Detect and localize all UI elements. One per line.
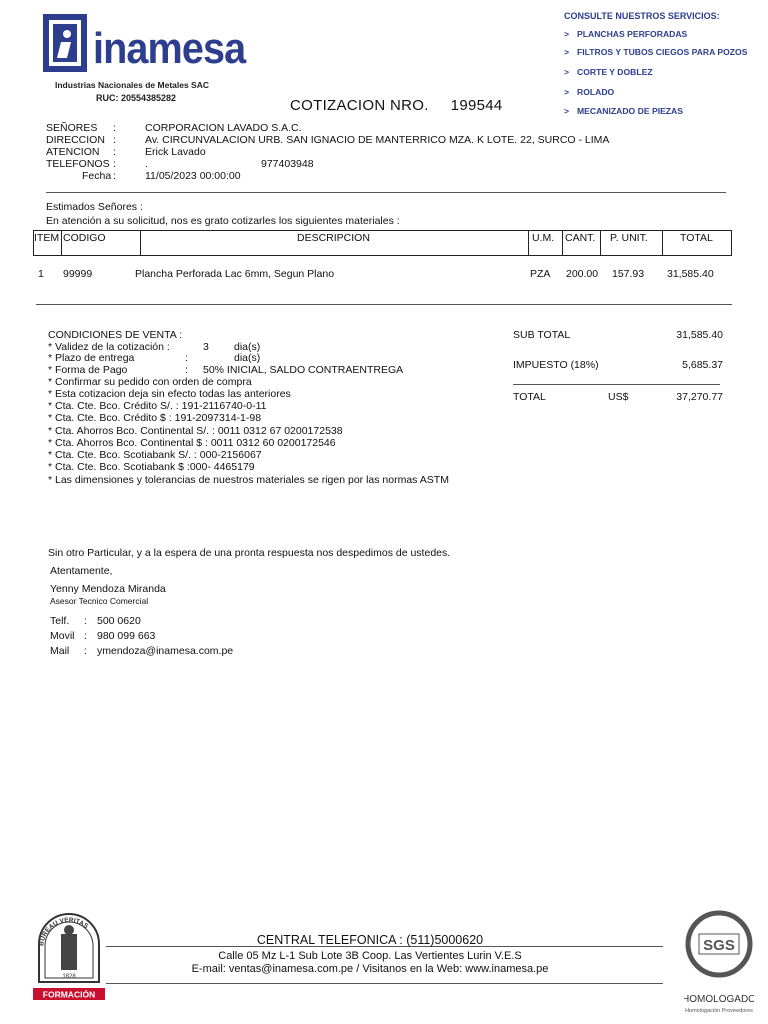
service-item: > CORTE Y DOBLEZ — [564, 67, 653, 77]
row-um: PZA — [530, 268, 551, 280]
quote-number: 199544 — [450, 97, 503, 114]
condition-validez-value: 3 — [203, 341, 209, 353]
arrow-icon: > — [564, 106, 570, 116]
arrow-icon: > — [564, 29, 570, 39]
condition-line: * Cta. Cte. Bco. Scotiabank S/. : 000-2156067 — [48, 449, 262, 461]
row-item: 1 — [38, 268, 44, 280]
senores-label: SEÑORES — [46, 122, 98, 134]
homologacion-label: Homologación Proveedores — [685, 1008, 753, 1014]
fecha-label: Fecha — [82, 170, 112, 182]
footer-web: E-mail: ventas@inamesa.com.pe / Visitanos en la Web: www.inamesa.pe — [191, 963, 549, 975]
telefonos-label: TELEFONOS — [46, 158, 110, 170]
atencion-label: ATENCION — [46, 146, 100, 158]
condition-line: * Cta. Ahorros Bco. Continental $ : 0011 0312 60 0200172546 — [48, 437, 336, 449]
service-item: > PLANCHAS PERFORADAS — [564, 29, 688, 39]
divider — [513, 384, 720, 385]
bureau-veritas-seal — [33, 906, 105, 1002]
footer-address: Calle 05 Mz L-1 Sub Lote 3B Coop. Las Vertientes Lurin V.E.S — [218, 950, 522, 962]
company-logo-mark — [43, 14, 87, 72]
signer-role: Asesor Tecnico Comercial — [50, 596, 149, 606]
service-item: > FILTROS Y TUBOS CIEGOS PARA POZOS — [564, 47, 748, 57]
bv-year: 1828 — [62, 974, 76, 980]
service-item: > MECANIZADO DE PIEZAS — [564, 106, 683, 116]
impuesto-label: IMPUESTO (18%) — [513, 359, 599, 371]
subtotal-label: SUB TOTAL — [513, 329, 571, 341]
company-ruc: RUC: 20554385282 — [96, 93, 177, 103]
condition-validez-unit: dia(s) — [234, 341, 261, 353]
farewell-text: Sin otro Particular, y a la espera de una pronta respuesta nos despedimos de ustedes. — [48, 547, 451, 559]
condition-line: * Confirmar su pedido con orden de compra — [48, 376, 252, 388]
row-cant: 200.00 — [566, 268, 599, 280]
header-item: ITEM — [34, 232, 60, 244]
fecha-value: 11/05/2023 00:00:00 — [145, 170, 241, 182]
impuesto-value: 5,685.37 — [682, 359, 723, 371]
central-telefonica: CENTRAL TELEFONICA : (511)5000620 — [256, 933, 484, 947]
divider — [36, 304, 732, 305]
quote-title: COTIZACION NRO. 199544 — [290, 97, 503, 114]
total-label: TOTAL — [513, 391, 546, 403]
condition-plazo-unit: dia(s) — [234, 352, 261, 364]
condition-forma-label: * Forma de Pago — [48, 364, 128, 376]
total-value: 37,270.77 — [676, 391, 723, 403]
condition-line: * Esta cotizacion deja sin efecto todas las anteriores — [48, 388, 291, 400]
sgs-logo-text: SGS — [703, 937, 735, 954]
condition-forma-value: 50% INICIAL, SALDO CONTRAENTREGA — [203, 364, 404, 376]
sgs-seal — [684, 904, 754, 1016]
condition-line: * Cta. Cte. Bco. Scotiabank $ :000- 4465179 — [48, 461, 255, 473]
header-codigo: CODIGO — [63, 232, 106, 244]
header-punit: P. UNIT. — [610, 232, 648, 244]
header-descripcion: DESCRIPCION — [297, 232, 370, 244]
header-cant: CANT. — [565, 232, 596, 244]
arrow-icon: > — [564, 47, 570, 57]
services-title: CONSULTE NUESTROS SERVICIOS: — [564, 11, 720, 21]
condition-line: * Cta. Cte. Bco. Crédito $ : 191-2097314-1-98 — [48, 412, 262, 424]
condition-line: * Cta. Ahorros Bco. Continental S/. : 0011 0312 67 0200172538 — [48, 425, 343, 437]
atencion-value: Erick Lavado — [145, 146, 206, 158]
formacion-label: FORMACIÓN — [42, 989, 96, 1000]
company-subtitle: Industrias Nacionales de Metales SAC — [55, 80, 209, 90]
movil-label: Movil — [50, 630, 75, 642]
conditions-title: CONDICIONES DE VENTA : — [48, 329, 182, 341]
row-punit: 157.93 — [612, 268, 645, 280]
direccion-label: DIRECCION — [46, 134, 105, 146]
bv-text: BUREAU VERITAS — [38, 916, 90, 947]
arrow-icon: > — [564, 87, 570, 97]
divider — [106, 983, 663, 984]
divider — [46, 192, 726, 193]
atentamente: Atentamente, — [50, 565, 113, 577]
arrow-icon: > — [564, 67, 570, 77]
condition-line: * Las dimensiones y tolerancias de nuestros materiales se rigen por las normas ASTM — [48, 474, 449, 486]
row-codigo: 99999 — [63, 268, 93, 280]
telefonos-value-1: . — [145, 158, 148, 170]
homologado-label: HOMOLOGADO — [684, 994, 754, 1005]
service-item: > ROLADO — [564, 87, 615, 97]
header-um: U.M. — [532, 232, 555, 244]
movil-value: 980 099 663 — [97, 630, 156, 642]
direccion-value: Av. CIRCUNVALACION URB. SAN IGNACIO DE MANTERRICO MZA. K LOTE. 22, SURCO - LIMA — [145, 134, 610, 146]
intro-text: En atención a su solicitud, nos es grato cotizarles los siguientes materiales : — [46, 215, 400, 227]
mail-label: Mail — [50, 645, 70, 657]
row-total: 31,585.40 — [667, 268, 714, 280]
total-currency: US$ — [608, 391, 629, 403]
mail-value[interactable]: ymendoza@inamesa.com.pe — [97, 645, 234, 657]
greeting: Estimados Señores : — [46, 201, 143, 213]
header-total: TOTAL — [680, 232, 713, 244]
condition-validez-label: * Validez de la cotización : — [48, 341, 170, 353]
company-brand: inamesa — [93, 24, 246, 73]
telf-value: 500 0620 — [97, 615, 141, 627]
subtotal-value: 31,585.40 — [676, 329, 723, 341]
telf-label: Telf. — [50, 615, 70, 627]
senores-value: CORPORACION LAVADO S.A.C. — [145, 122, 302, 134]
condition-line: * Cta. Cte. Bco. Crédito S/. : 191-2116740-0-11 — [48, 400, 267, 412]
row-descripcion: Plancha Perforada Lac 6mm, Segun Plano — [135, 268, 335, 280]
signer-name: Yenny Mendoza Miranda — [50, 583, 166, 595]
condition-plazo-label: * Plazo de entrega — [48, 352, 135, 364]
telefonos-value-2: 977403948 — [261, 158, 314, 170]
